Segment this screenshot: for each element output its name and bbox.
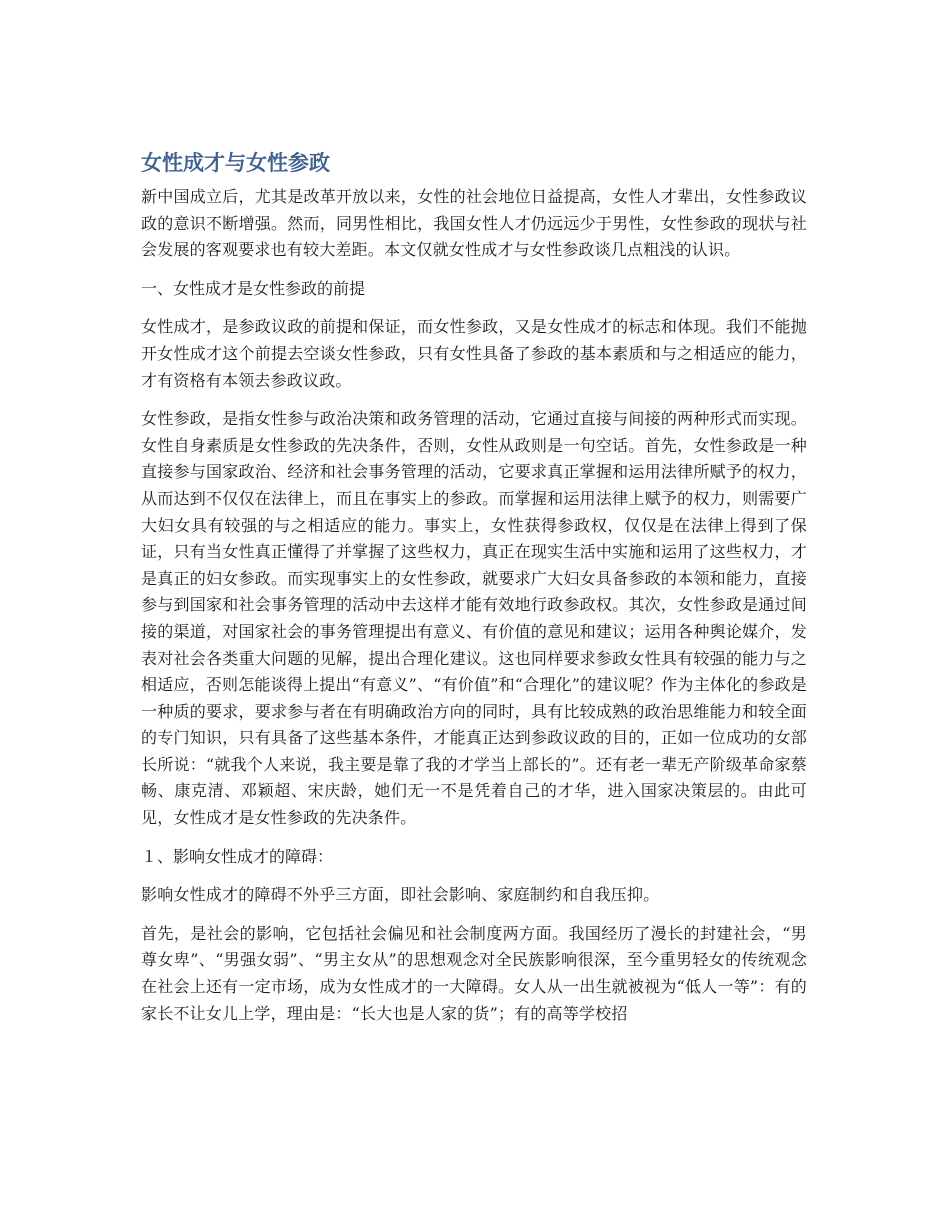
body-paragraph: 女性参政，是指女性参与政治决策和政务管理的活动，它通过直接与间接的两种形式而实现。女性自身素质是女性参政的先决条件，否则，女性从政则是一句空话。首先，女性参政是一种直接参与国家政治、经济和社会事务管理的活动，它要求真正掌握和运用法律所赋予的权力，从而达到不仅仅在法律上，而且在事实上的参政。而掌握和运用法律上赋予的权力，则需要广大妇女具有较强的与之相适应的能力。事实上，女性获得参政权，仅仅是在法律上得到了保证，只有当女性真正懂得了并掌握了这些权力，真正在现实生活中实施和运用了这些权力，才是真正的妇女参政。而实现事实上的女性参政，就要求广大妇女具备参政的本领和能力，直接参与到国家和社会事务管理的活动中去这样才能有效地行政参政权。其次，女性参政是通过间接的渠道，对国家社会的事务管理提出有意义、有价值的意见和建议；运用各种舆论媒介，发表对社会各类重大问题的见解，提出合理化建议。这也同样要求参政女性具有较强的能力与之相适应，否则怎能谈得上提出“有意义”、“有价值”和“合理化”的建议呢？作为主体化的参政是一种质的要求，要求参与者在有明确政治方向的同时，具有比较成熟的政治思维能力和较全面的专门知识，只有具备了这些基本条件，才能真正达到参政议政的目的，正如一位成功的女部长所说：“就我个人来说，我主要是靠了我的才学当上部长的”。还有老一辈无产阶级革命家蔡畅、康克清、邓颖超、宋庆龄，她们无一不是凭着自己的才华，进入国家决策层的。由此可见，女性成才是女性参政的先决条件。 xyxy=(141,409,807,828)
subsection-heading-1: １、影响女性成才的障碍： xyxy=(141,846,334,866)
body-paragraph: 女性成才，是参政议政的前提和保证，而女性参政，又是女性成才的标志和体现。我们不能抛开女性成才这个前提去空谈女性参政，只有女性具备了参政的基本素质和与之相适应的能力，才有资格有本领去参政议政。 xyxy=(141,317,807,390)
document-page xyxy=(141,148,807,1039)
intro-paragraph: 新中国成立后，尤其是改革开放以来，女性的社会地位日益提高，女性人才辈出，女性参政议政的意识不断增强。然而，同男性相比，我国女性人才仍远远少于男性，女性参政的现状与社会发展的客观要求也有较大差距。本文仅就女性成才与女性参政谈几点粗浅的认识。 xyxy=(141,187,807,260)
body-paragraph: 首先，是社会的影响，它包括社会偏见和社会制度两方面。我国经历了漫长的封建社会，“男尊女卑”、“男强女弱”、“男主女从”的思想观念对全民族影响很深，至今重男轻女的传统观念在社会上还有一定市场，成为女性成才的一大障碍。女人从一出生就被视为“低人一等”：有的家长不让女儿上学，理由是：“长大也是人家的货”；有的高等学校招 xyxy=(141,923,807,1023)
body-paragraph: 影响女性成才的障碍不外乎三方面，即社会影响、家庭制约和自我压抑。 xyxy=(141,885,660,905)
document-title: 女性成才与女性参政 xyxy=(141,151,330,175)
section-heading-1: 一、女性成才是女性参政的前提 xyxy=(141,278,366,298)
